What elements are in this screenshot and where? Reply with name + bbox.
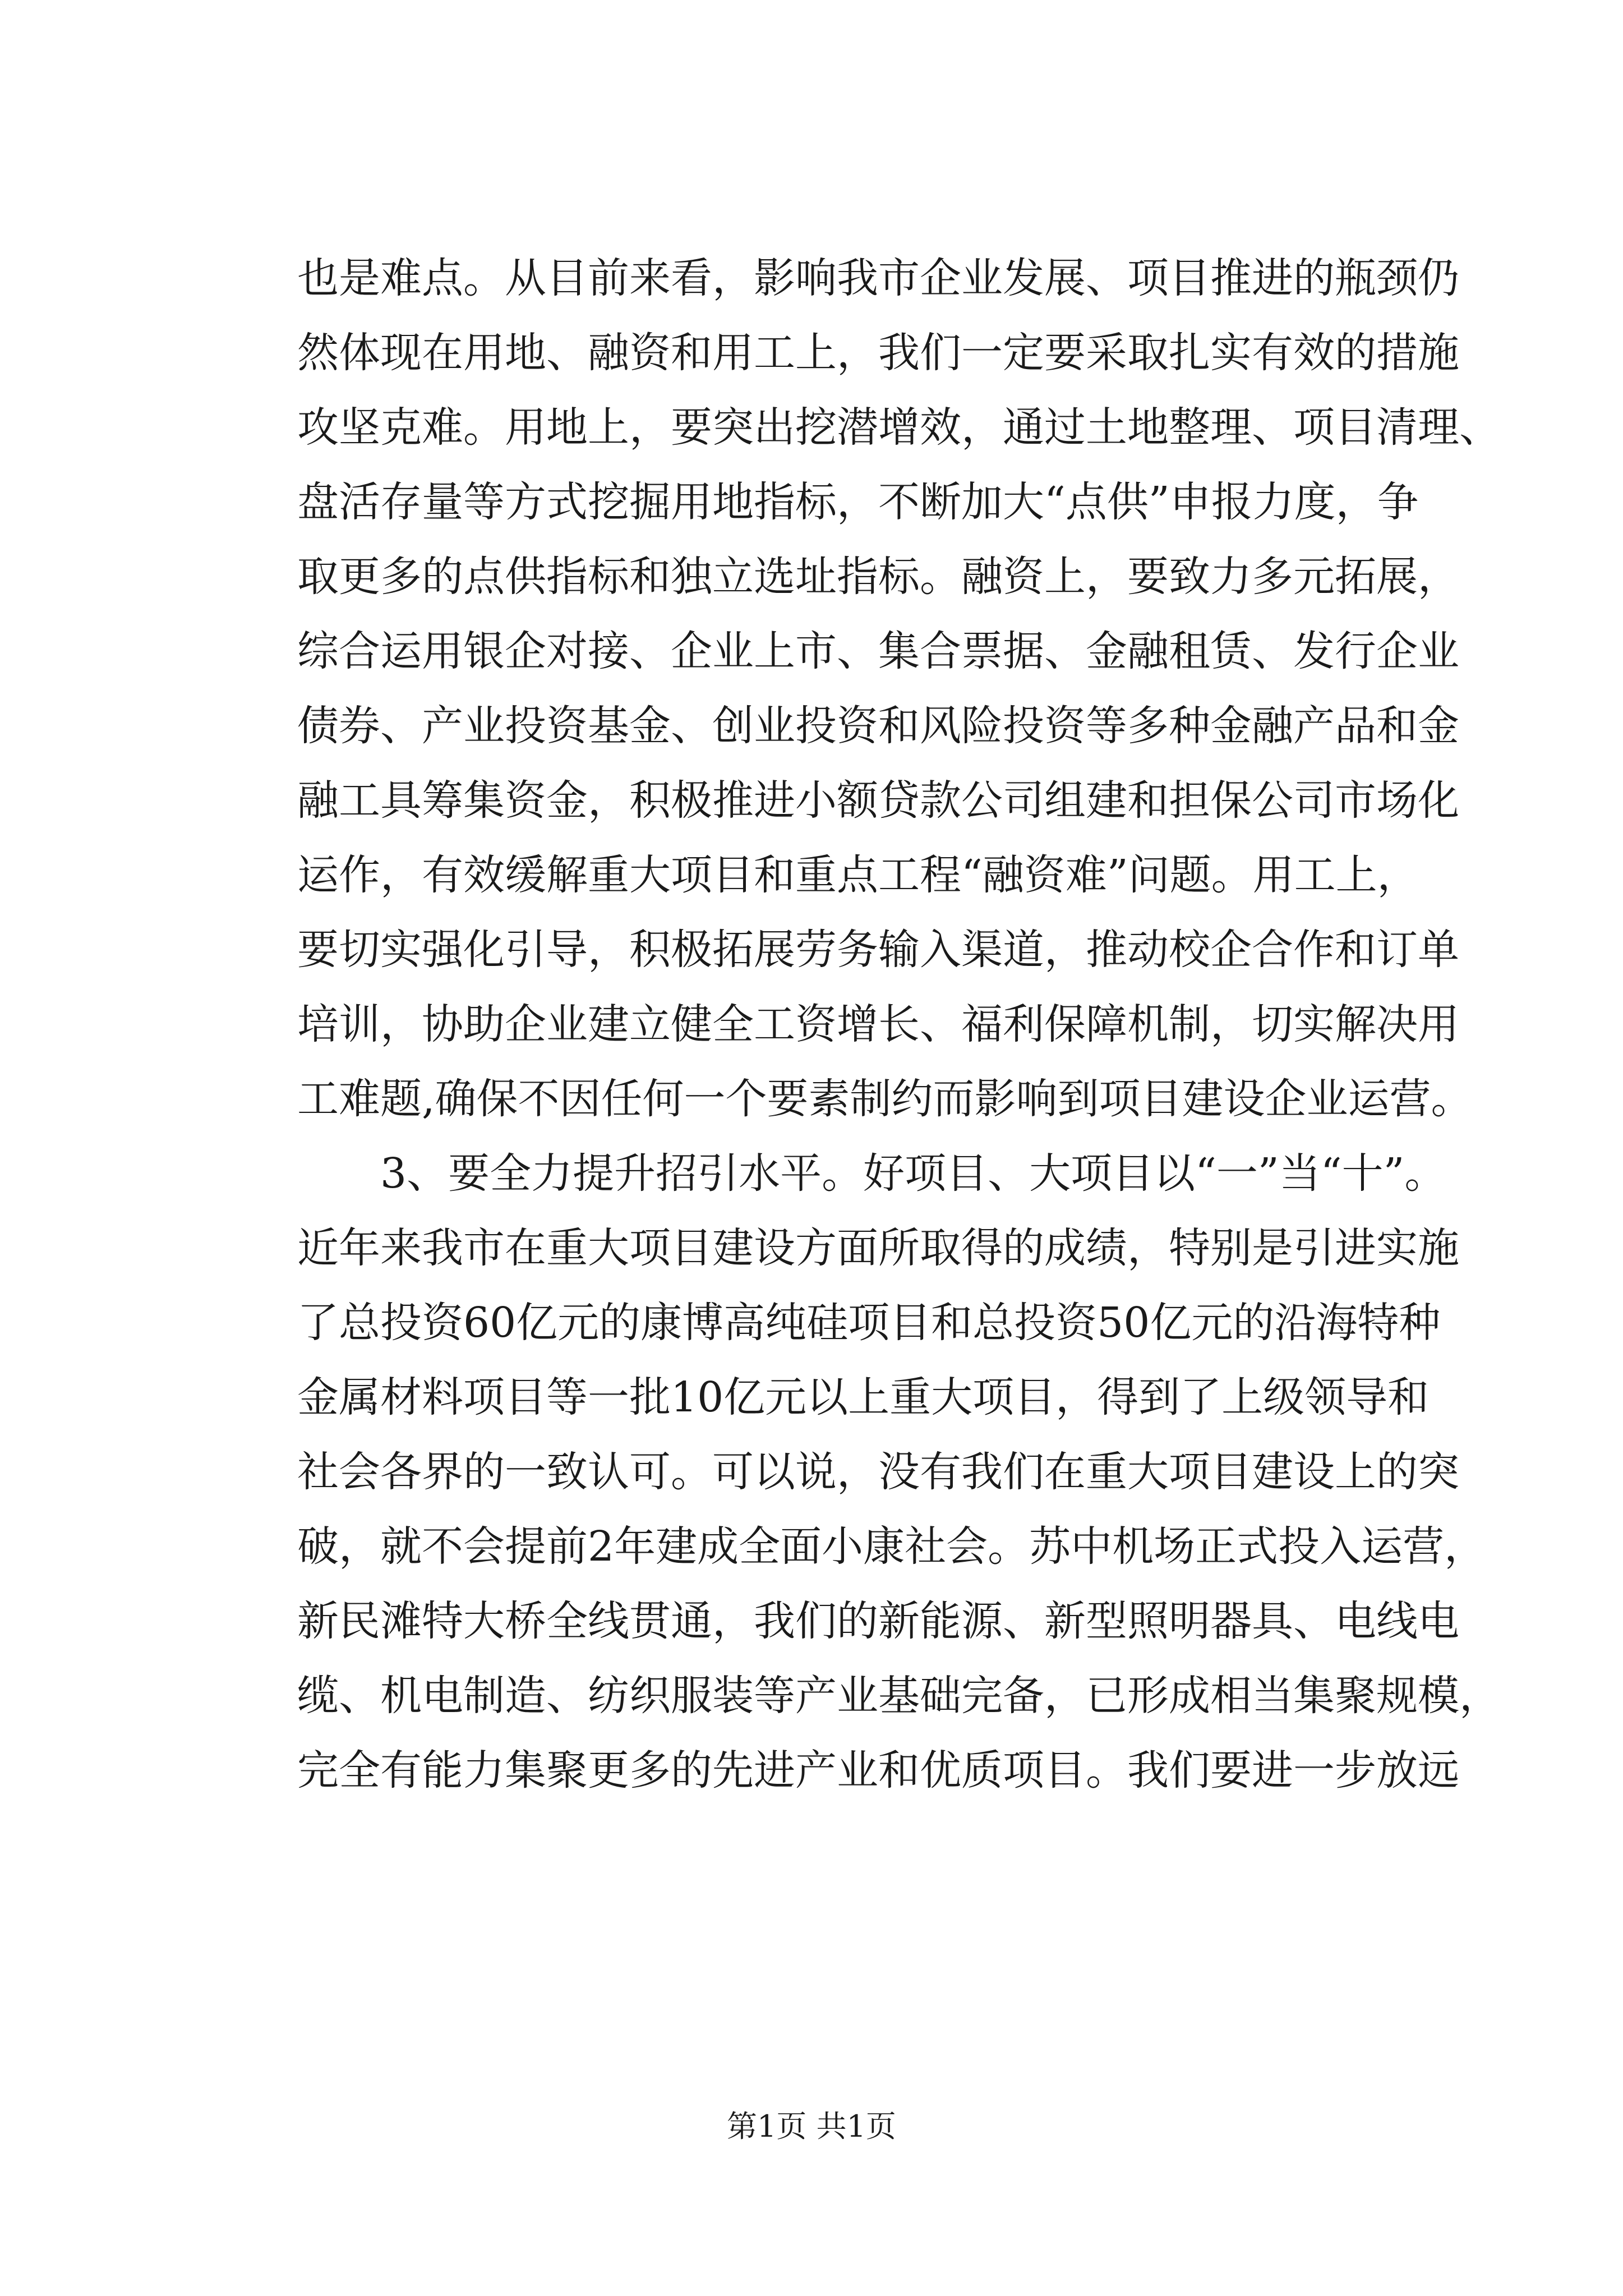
text-line: 也是难点。从目前来看，影响我市企业发展、项目推进的瓶颈仍	[297, 254, 1459, 302]
text-line: 破，就不会提前2年建成全面小康社会。苏中机场正式投入运营，	[297, 1522, 1486, 1571]
text-line: 融工具筹集资金，积极推进小额贷款公司组建和担保公司市场化	[297, 776, 1459, 825]
text-line: 培训，协助企业建立健全工资增长、福利保障机制，切实解决用	[297, 1000, 1459, 1048]
text-line: 盘活存量等方式挖掘用地指标，不断加大“点供”申报力度，争	[297, 478, 1419, 526]
text-line: 金属材料项目等一批10亿元以上重大项目，得到了上级领导和	[297, 1373, 1430, 1421]
document-body	[297, 241, 1501, 1808]
text-line: 社会各界的一致认可。可以说，没有我们在重大项目建设上的突	[297, 1448, 1459, 1496]
text-line: 取更多的点供指标和独立选址指标。融资上，要致力多元拓展，	[297, 553, 1459, 601]
text-line: 了总投资60亿元的康博高纯硅项目和总投资50亿元的沿海特种	[297, 1299, 1441, 1347]
text-line: 工难题,确保不因任何一个要素制约而影响到项目建设企业运营。	[297, 1075, 1473, 1123]
text-line: 债券、产业投资基金、创业投资和风险投资等多种金融产品和金	[297, 702, 1459, 750]
text-line: 综合运用银企对接、企业上市、集合票据、金融租赁、发行企业	[297, 627, 1459, 675]
text-line: 新民滩特大桥全线贯通，我们的新能源、新型照明器具、电线电	[297, 1597, 1459, 1645]
text-line: 缆、机电制造、纺织服装等产业基础完备，已形成相当集聚规模，	[297, 1672, 1501, 1720]
text-line: 近年来我市在重大项目建设方面所取得的成绩，特别是引进实施	[297, 1224, 1459, 1272]
text-line: 然体现在用地、融资和用工上，我们一定要采取扎实有效的措施	[297, 329, 1459, 377]
text-line: 运作，有效缓解重大项目和重点工程“融资难”问题。用工上，	[297, 851, 1419, 899]
text-line: 攻坚克难。用地上，要突出挖潜增效，通过土地整理、项目清理、	[297, 403, 1501, 452]
text-line: 完全有能力集聚更多的先进产业和优质项目。我们要进一步放远	[297, 1746, 1459, 1795]
text-line: 要切实强化引导，积极拓展劳务输入渠道，推动校企合作和订单	[297, 926, 1459, 974]
page-number-footer: 第1页 共1页	[727, 2109, 896, 2144]
paragraph-heading-line: 3、要全力提升招引水平。好项目、大项目以“一”当“十”。	[380, 1149, 1446, 1198]
